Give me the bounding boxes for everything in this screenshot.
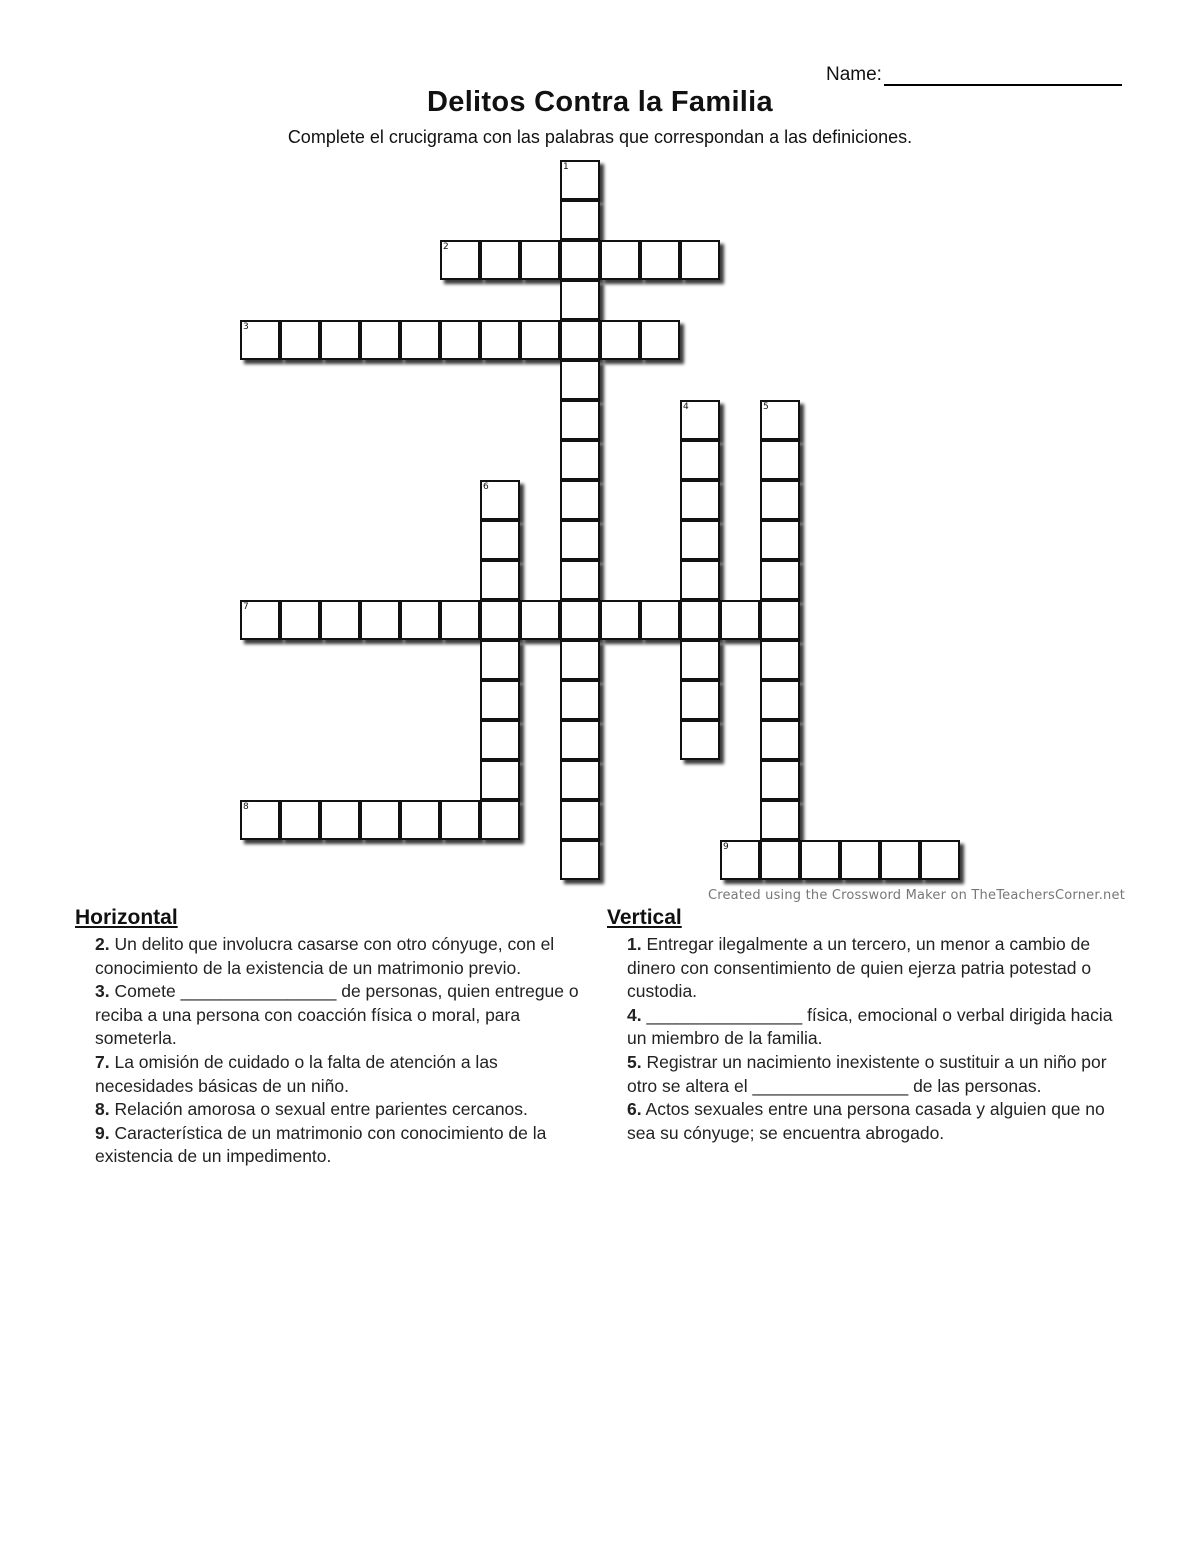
grid-cell[interactable]: [600, 240, 640, 280]
grid-cell[interactable]: [520, 320, 560, 360]
grid-cell[interactable]: [480, 640, 520, 680]
cell-number: 8: [243, 802, 249, 812]
grid-cell[interactable]: [560, 560, 600, 600]
grid-cell[interactable]: [560, 600, 600, 640]
grid-cell[interactable]: [400, 600, 440, 640]
cell-number: 4: [683, 402, 689, 412]
clue-down-4: [627, 1004, 1132, 1051]
grid-cell[interactable]: [480, 560, 520, 600]
grid-cell[interactable]: [760, 640, 800, 680]
grid-cell[interactable]: [680, 600, 720, 640]
across-clue-list: [95, 933, 600, 1169]
grid-cell[interactable]: [560, 280, 600, 320]
grid-cell[interactable]: [440, 240, 480, 280]
grid-cell[interactable]: [680, 480, 720, 520]
clue-number: 7.: [95, 1051, 110, 1072]
grid-cell[interactable]: [320, 800, 360, 840]
grid-cell[interactable]: [480, 240, 520, 280]
clue-text: Comete ________________ de personas, quien entregue o reciba a una persona con coacción física o moral, para someterla.: [95, 981, 579, 1049]
grid-cell[interactable]: [560, 160, 600, 200]
grid-cell[interactable]: [560, 760, 600, 800]
grid-cell[interactable]: [680, 640, 720, 680]
down-heading: Vertical: [607, 906, 682, 929]
grid-cell[interactable]: [480, 600, 520, 640]
grid-cell[interactable]: [360, 320, 400, 360]
grid-cell[interactable]: [240, 800, 280, 840]
grid-cell[interactable]: [680, 560, 720, 600]
grid-cell[interactable]: [680, 440, 720, 480]
grid-cell[interactable]: [760, 720, 800, 760]
grid-cell[interactable]: [680, 240, 720, 280]
grid-cell[interactable]: [280, 600, 320, 640]
grid-cell[interactable]: [680, 680, 720, 720]
name-label: Name:: [826, 64, 882, 85]
clue-number: 2.: [95, 934, 110, 954]
grid-cell[interactable]: [560, 720, 600, 760]
grid-cell[interactable]: [680, 400, 720, 440]
grid-cell[interactable]: [440, 600, 480, 640]
grid-cell[interactable]: [480, 800, 520, 840]
grid-cell[interactable]: [560, 240, 600, 280]
grid-cell[interactable]: [520, 600, 560, 640]
page-title: Delitos Contra la Familia: [427, 86, 773, 118]
grid-cell[interactable]: [760, 520, 800, 560]
grid-cell[interactable]: [640, 600, 680, 640]
grid-cell[interactable]: [680, 720, 720, 760]
grid-cell[interactable]: [480, 720, 520, 760]
grid-cell[interactable]: [680, 520, 720, 560]
down-clue-list: [627, 933, 1132, 1145]
grid-cell[interactable]: [760, 680, 800, 720]
grid-cell[interactable]: [720, 840, 760, 880]
clue-text: ________________ física, emocional o verbal dirigida hacia un miembro de la familia.: [627, 1004, 1113, 1049]
clue-number: 9.: [95, 1122, 110, 1143]
clue-text: Característica de un matrimonio con conocimiento de la existencia de un impedimento.: [95, 1122, 547, 1167]
grid-cell[interactable]: [400, 320, 440, 360]
grid-cell[interactable]: [480, 480, 520, 520]
clue-number: 3.: [95, 981, 110, 1002]
grid-cell[interactable]: [480, 680, 520, 720]
grid-cell[interactable]: [560, 400, 600, 440]
credit-text: Created using the Crossword Maker on TheTeachersCorner.net: [707, 888, 1125, 903]
grid-cell[interactable]: [480, 320, 520, 360]
clue-number: 4.: [627, 1004, 642, 1025]
clue-number: 1.: [627, 934, 642, 954]
grid-cell[interactable]: [760, 800, 800, 840]
grid-cell[interactable]: [480, 520, 520, 560]
clue-text: Actos sexuales entre una persona casada y alguien que no sea su cónyuge; se encuentra abrogado.: [627, 1099, 1105, 1143]
clue-text: Registrar un nacimiento inexistente o sustituir a un niño por otro se altera el ________________ de las personas.: [627, 1051, 1107, 1096]
grid-cell[interactable]: [560, 800, 600, 840]
clue-across-3: [95, 980, 600, 1051]
clue-number: 8.: [95, 1099, 110, 1120]
clue-number: 5.: [627, 1051, 642, 1072]
grid-cell[interactable]: [760, 760, 800, 800]
grid-cell[interactable]: [880, 840, 920, 880]
clue-across-2: [95, 933, 600, 980]
grid-cell[interactable]: [520, 240, 560, 280]
grid-cell[interactable]: [440, 320, 480, 360]
grid-cell[interactable]: [240, 320, 280, 360]
across-heading: Horizontal: [75, 906, 178, 929]
grid-cell[interactable]: [480, 760, 520, 800]
clue-text: Relación amorosa o sexual entre parientes cercanos.: [114, 1099, 528, 1120]
clue-across-7: [95, 1051, 600, 1098]
clue-across-8: [95, 1098, 600, 1122]
grid-cell[interactable]: [760, 600, 800, 640]
clue-across-9: [95, 1122, 600, 1169]
grid-cell[interactable]: [320, 600, 360, 640]
grid-cell[interactable]: [560, 680, 600, 720]
grid-cell[interactable]: [560, 840, 600, 880]
grid-cell[interactable]: [840, 840, 880, 880]
cell-number: 6: [483, 482, 489, 492]
grid-cell[interactable]: [560, 200, 600, 240]
grid-cell[interactable]: [560, 520, 600, 560]
clue-down-5: [627, 1051, 1132, 1098]
grid-cell[interactable]: [760, 560, 800, 600]
clue-text: La omisión de cuidado o la falta de atención a las necesidades básicas de un niño.: [95, 1051, 498, 1096]
cell-number: 9: [723, 842, 729, 852]
grid-cell[interactable]: [560, 480, 600, 520]
grid-cell[interactable]: [760, 480, 800, 520]
grid-cell[interactable]: [760, 440, 800, 480]
grid-cell[interactable]: [440, 800, 480, 840]
grid-cell[interactable]: [560, 640, 600, 680]
grid-cell[interactable]: [760, 400, 800, 440]
clue-number: 6.: [627, 1099, 642, 1120]
cell-number: 1: [563, 162, 569, 172]
clue-text: Entregar ilegalmente a un tercero, un menor a cambio de dinero con consentimiento de quien ejerza patria potestad o custodia.: [627, 934, 1092, 1002]
grid-cell[interactable]: [760, 840, 800, 880]
grid-cell[interactable]: [240, 600, 280, 640]
clue-down-1: [627, 933, 1132, 1004]
grid-cell[interactable]: [600, 320, 640, 360]
cell-number: 2: [443, 242, 449, 252]
clue-text: Un delito que involucra casarse con otro cónyuge, con el conocimiento de la existencia de un matrimonio previo.: [95, 934, 555, 978]
grid-cell[interactable]: [720, 600, 760, 640]
grid-cell[interactable]: [360, 600, 400, 640]
grid-cell[interactable]: [320, 320, 360, 360]
grid-cell[interactable]: [560, 320, 600, 360]
grid-cell[interactable]: [560, 440, 600, 480]
clue-down-6: [627, 1098, 1132, 1145]
grid-cell[interactable]: [280, 800, 320, 840]
cell-number: 7: [243, 602, 249, 612]
grid-cell[interactable]: [640, 240, 680, 280]
cell-number: 5: [763, 402, 769, 412]
instructions: Complete el crucigrama con las palabras que correspondan a las definiciones.: [287, 127, 913, 147]
grid-cell[interactable]: [920, 840, 960, 880]
grid-cell[interactable]: [280, 320, 320, 360]
grid-cell[interactable]: [560, 360, 600, 400]
cell-number: 3: [243, 322, 249, 332]
grid-cell[interactable]: [360, 800, 400, 840]
grid-cell[interactable]: [640, 320, 680, 360]
grid-cell[interactable]: [800, 840, 840, 880]
grid-cell[interactable]: [400, 800, 440, 840]
grid-cell[interactable]: [600, 600, 640, 640]
